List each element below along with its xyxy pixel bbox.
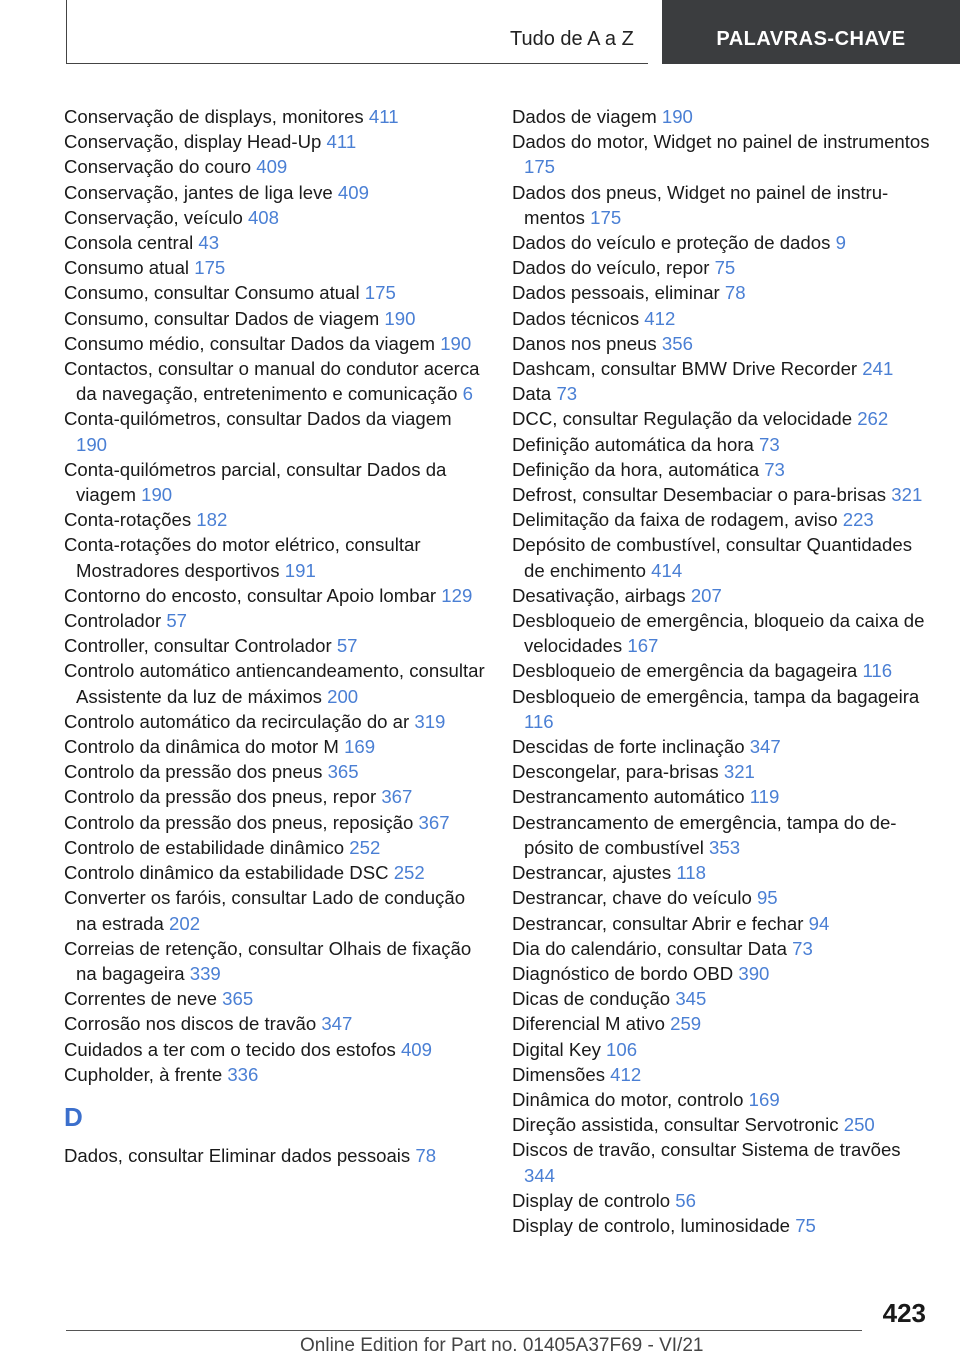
index-entry-page-link[interactable]: 94: [808, 912, 830, 934]
index-entry: [512, 280, 932, 305]
index-entry-term: Controlo automático da recirculação do ar: [64, 710, 415, 732]
header-bottom-rule: [66, 63, 648, 64]
index-entry-term: Contactos, consultar o manual do condutor acerca da navegação, entretenimento e comunicação: [64, 358, 480, 405]
index-entry-page-link[interactable]: 75: [795, 1214, 816, 1236]
index-entry-page-link[interactable]: 175: [524, 156, 556, 178]
index-entry-term: Conta-quilómetros, consultar Dados da viagem: [64, 408, 452, 430]
index-entry-page-link[interactable]: 118: [676, 862, 706, 884]
index-entry: [64, 457, 486, 507]
index-entry: [512, 810, 932, 860]
index-entry-term: Conta-quilómetros parcial, consultar Dados da viagem: [64, 458, 447, 506]
index-entry-page-link[interactable]: 56: [675, 1189, 696, 1211]
index-entry: [64, 255, 486, 280]
index-entry: [64, 936, 486, 986]
index-entry-term: Conservação, display Head-Up: [64, 131, 327, 153]
index-entry-term: Discos de travão, consultar Sistema de travões: [512, 1139, 901, 1161]
index-entry: [512, 1037, 932, 1062]
index-entry: [64, 759, 486, 784]
index-entry-page-link[interactable]: 319: [414, 710, 446, 732]
index-entry-term: Dados, consultar Eliminar dados pessoais: [64, 1144, 416, 1166]
index-entry-term: Desbloqueio de emergência, bloqueio da caixa de velocidades: [512, 610, 925, 657]
index-entry-term: Data: [512, 383, 557, 405]
index-entry-term: Correntes de neve: [64, 988, 223, 1010]
index-entry-page-link[interactable]: 78: [415, 1144, 437, 1166]
index-entry-page-link[interactable]: 175: [194, 257, 226, 279]
index-entry-term: Controlador: [64, 610, 167, 632]
index-entry-page-link[interactable]: 202: [169, 912, 201, 934]
index-entry: [64, 406, 486, 456]
index-entry-term: Corrosão nos discos de travão: [64, 1013, 322, 1035]
index-entry-page-link[interactable]: 250: [843, 1114, 875, 1136]
index-entry: [512, 961, 932, 986]
index-entry-page-link[interactable]: 106: [606, 1038, 638, 1060]
index-entry: [512, 986, 932, 1011]
index-entry-term: Conservação do couro: [64, 156, 257, 178]
index-entry-term: Destrancamento automático: [512, 786, 750, 808]
index-entry-term: Dados dos pneus, Widget no painel de instrumentos: [512, 181, 889, 228]
index-entry: [512, 432, 932, 457]
index-entry-page-link[interactable]: 95: [756, 887, 778, 909]
index-entry: [64, 810, 486, 835]
index-entry-page-link[interactable]: 73: [792, 937, 813, 959]
index-entry-term: Display de controlo: [512, 1189, 676, 1211]
index-entry: [64, 104, 486, 129]
index-entry: [512, 1087, 932, 1112]
index-entry-term: Conta-rotações: [64, 509, 197, 531]
index-entry-page-link[interactable]: 367: [381, 786, 413, 808]
index-entry: [512, 1062, 932, 1087]
index-entry-term: Conservação de displays, monitores: [64, 106, 369, 127]
index-entry-page-link[interactable]: 321: [891, 484, 923, 506]
index-entry-page-link[interactable]: 241: [862, 358, 894, 380]
index-entry-page-link[interactable]: 116: [524, 710, 554, 732]
index-entry-term: Controlo da pressão dos pneus, reposição: [64, 811, 419, 833]
index-entry: [512, 381, 932, 406]
index-entry-page-link[interactable]: 347: [321, 1013, 353, 1035]
index-entry-term: Controlo automático antiencandeamento, consultar Assistente da luz de máximos: [64, 660, 485, 707]
index-entry-term: Depósito de combustível, consultar Quantidades de enchimento: [512, 534, 912, 581]
index-entry-page-link[interactable]: 73: [764, 458, 785, 480]
index-entry-page-link[interactable]: 412: [644, 307, 676, 329]
index-entry-page-link[interactable]: 175: [364, 282, 396, 304]
index-entry-term: Dinâmica do motor, controlo: [512, 1088, 749, 1110]
index-entry-term: Defrost, consultar Desembaciar o para-brisas: [512, 484, 892, 506]
index-entry: [64, 154, 486, 179]
index-entry-term: Consumo, consultar Dados de viagem: [64, 307, 385, 329]
index-entry-term: Dados do motor, Widget no painel de instrumentos: [512, 131, 930, 153]
index-entry-term: Dados de viagem: [512, 106, 662, 127]
index-entry-term: Controller, consultar Controlador: [64, 635, 337, 657]
index-entry-term: Converter os faróis, consultar Lado de condução na estrada: [64, 887, 466, 934]
index-entry-page-link[interactable]: 191: [284, 559, 316, 581]
index-entry-page-link[interactable]: 190: [76, 433, 108, 455]
index-list-right: [512, 104, 932, 1238]
index-entry-term: Desbloqueio de emergência, tampa da bagageira: [512, 685, 920, 707]
index-entry-term: Direção assistida, consultar Servotronic: [512, 1114, 844, 1136]
index-entry-term: Controlo de estabilidade dinâmico: [64, 836, 350, 858]
index-entry-term: Dados do veículo, repor: [512, 257, 715, 279]
index-list-left-after-heading: [64, 1143, 486, 1168]
index-entry-page-link[interactable]: 365: [222, 988, 254, 1010]
index-entry: [512, 306, 932, 331]
index-entry-page-link[interactable]: 321: [723, 761, 755, 783]
index-entry-term: Dashcam, consultar BMW Drive Recorder: [512, 358, 863, 380]
page-number: 423: [882, 1298, 926, 1328]
header-section-title: Tudo de A a Z: [510, 28, 634, 50]
index-entry-page-link[interactable]: 119: [749, 786, 780, 808]
index-entry-term: Delimitação da faixa de rodagem, aviso: [512, 509, 843, 531]
index-entry-page-link[interactable]: 190: [141, 484, 173, 506]
index-entry: [64, 734, 486, 759]
index-entry-page-link[interactable]: 365: [327, 761, 359, 783]
index-entry: [512, 482, 932, 507]
index-entry: [64, 331, 486, 356]
index-entry-term: Controlo da dinâmica do motor M: [64, 736, 345, 758]
index-entry-term: Dados técnicos: [512, 307, 645, 329]
index-entry: [64, 608, 486, 633]
index-entry: [64, 860, 486, 885]
index-entry-page-link[interactable]: 409: [400, 1038, 432, 1060]
index-entry: [512, 255, 932, 280]
index-entry: [512, 104, 932, 129]
index-entry-term: Conta-rotações do motor elétrico, consultar Mostradores desportivos: [64, 534, 421, 581]
index-entry-page-link[interactable]: 408: [247, 206, 279, 228]
index-entry: [512, 583, 932, 608]
index-entry-page-link[interactable]: 414: [651, 559, 683, 581]
index-entry: [64, 633, 486, 658]
index-entry: [512, 230, 932, 255]
index-entry: [64, 1143, 486, 1168]
index-entry: [64, 784, 486, 809]
index-entry: [512, 911, 932, 936]
index-entry-term: Danos nos pneus: [512, 332, 662, 354]
index-entry: [512, 1213, 932, 1238]
index-entry-page-link[interactable]: 9: [835, 232, 846, 254]
index-entry: [64, 180, 486, 205]
index-entry: [512, 507, 932, 532]
index-entry: [512, 658, 932, 683]
index-entry: [512, 608, 932, 658]
index-entry: [512, 784, 932, 809]
index-entry-page-link[interactable]: 167: [627, 635, 659, 657]
index-entry-page-link[interactable]: 345: [675, 988, 707, 1010]
index-entry-term: Desativação, airbags: [512, 584, 691, 606]
index-entry-page-link[interactable]: 73: [759, 433, 780, 455]
index-entry-term: Controlo da pressão dos pneus, repor: [64, 786, 382, 808]
index-entry-term: Consola central: [64, 232, 199, 254]
index-entry: [64, 507, 486, 532]
index-entry-page-link[interactable]: 75: [714, 257, 736, 279]
index-entry-term: Cupholder, à frente: [64, 1063, 228, 1085]
index-entry-page-link[interactable]: 78: [724, 282, 746, 304]
index-entry: [512, 759, 932, 784]
index-entry-term: Controlo da pressão dos pneus: [64, 761, 328, 783]
index-entry-term: Cuidados a ter com o tecido dos estofos: [64, 1038, 401, 1060]
index-entry: [64, 1037, 486, 1062]
index-entry: [512, 406, 932, 431]
index-entry-page-link[interactable]: 411: [368, 106, 399, 127]
index-entry-term: Definição da hora, automática: [512, 458, 765, 480]
index-entry-term: Correias de retenção, consultar Olhais de fixação na bagageira: [64, 937, 472, 984]
footer-edition: Online Edition for Part no. 01405A37F69 - VI/21: [300, 1335, 704, 1356]
index-entry-page-link[interactable]: 223: [842, 509, 874, 531]
index-entry: [512, 532, 932, 582]
index-entry: [64, 885, 486, 935]
index-entry-page-link[interactable]: 339: [189, 962, 221, 984]
index-entry: [64, 1062, 486, 1087]
index-entry-page-link[interactable]: 200: [327, 685, 359, 707]
index-entry: [512, 936, 932, 961]
index-entry: [64, 986, 486, 1011]
index-entry: [64, 280, 486, 305]
index-entry-page-link[interactable]: 353: [709, 836, 741, 858]
index-entry-page-link[interactable]: 356: [661, 332, 693, 354]
index-entry: [512, 331, 932, 356]
index-entry-page-link[interactable]: 259: [670, 1013, 702, 1035]
index-entry-page-link[interactable]: 116: [862, 660, 893, 682]
index-entry-page-link[interactable]: 344: [524, 1164, 556, 1186]
index-entry: [512, 129, 932, 179]
index-entry-term: Destrancar, consultar Abrir e fechar: [512, 912, 809, 934]
index-entry: [64, 1011, 486, 1036]
index-entry-term: Contorno do encosto, consultar Apoio lombar: [64, 584, 442, 606]
index-entry-term: Controlo dinâmico da estabilidade DSC: [64, 862, 394, 884]
index-entry-term: Dia do calendário, consultar Data: [512, 937, 793, 959]
index-entry-term: Definição automática da hora: [512, 433, 760, 455]
index-entry: [512, 356, 932, 381]
index-entry-page-link[interactable]: 73: [556, 383, 578, 405]
index-entry-page-link[interactable]: 169: [748, 1088, 780, 1110]
index-entry: [64, 129, 486, 154]
index-list-left: [64, 104, 486, 1087]
index-entry-term: Desbloqueio de emergência da bagageira: [512, 660, 863, 682]
index-entry: [64, 709, 486, 734]
index-entry-term: Dicas de condução: [512, 988, 676, 1010]
index-entry-page-link[interactable]: 57: [166, 610, 188, 632]
index-entry: [512, 457, 932, 482]
index-entry: [64, 583, 486, 608]
index-entry-page-link[interactable]: 252: [393, 862, 425, 884]
index-entry-term: Descongelar, para-brisas: [512, 761, 724, 783]
index-entry: [512, 1112, 932, 1137]
index-entry-page-link[interactable]: 57: [336, 635, 358, 657]
index-entry-page-link[interactable]: 409: [256, 156, 288, 178]
index-entry: [64, 658, 486, 708]
index-entry: [64, 356, 486, 406]
index-entry-term: Destrancar, chave do veículo: [512, 887, 757, 909]
index-column-right: [512, 104, 932, 1238]
index-entry-page-link[interactable]: 367: [418, 811, 450, 833]
index-entry: [512, 1188, 932, 1213]
index-entry-term: Dados pessoais, eliminar: [512, 282, 725, 304]
index-entry-page-link[interactable]: 129: [441, 584, 473, 606]
index-entry-term: Dados do veículo e proteção de dados: [512, 232, 836, 254]
index-entry-page-link[interactable]: 390: [738, 962, 770, 984]
index-entry-term: Conservação, veículo: [64, 206, 248, 228]
index-entry-page-link[interactable]: 169: [344, 736, 376, 758]
index-entry-page-link[interactable]: 347: [749, 736, 781, 758]
index-entry: [64, 230, 486, 255]
index-entry-page-link[interactable]: 190: [661, 106, 693, 127]
index-entry: [64, 532, 486, 582]
index-entry-term: Dimensões: [512, 1063, 611, 1085]
index-entry: [64, 205, 486, 230]
index-entry: [512, 885, 932, 910]
index-entry-page-link[interactable]: 409: [337, 181, 369, 203]
index-entry-term: Diagnóstico de bordo OBD: [512, 962, 739, 984]
footer-rule: [66, 1330, 862, 1331]
index-entry: [512, 180, 932, 230]
index-entry-page-link[interactable]: 412: [610, 1063, 642, 1085]
index-entry-page-link[interactable]: 190: [440, 332, 472, 354]
index-entry-page-link[interactable]: 175: [590, 206, 622, 228]
index-entry-term: Destrancar, ajustes: [512, 862, 677, 884]
index-entry-term: Display de controlo, luminosidade: [512, 1214, 796, 1236]
index-entry-term: Diferencial M ativo: [512, 1013, 671, 1035]
index-entry: [512, 1137, 932, 1187]
index-entry-term: Descidas de forte inclinação: [512, 736, 750, 758]
index-entry-page-link[interactable]: 43: [198, 232, 220, 254]
index-entry: [512, 684, 932, 734]
index-entry: [512, 860, 932, 885]
index-column-left: [64, 104, 486, 1168]
index-entry-page-link[interactable]: 411: [326, 131, 357, 153]
header-chapter-tab: PALAVRAS-CHAVE: [662, 0, 960, 64]
index-entry-page-link[interactable]: 336: [227, 1063, 259, 1085]
index-entry-term: Destrancamento de emergência, tampa do depósito de combustível: [512, 811, 897, 858]
index-entry-page-link[interactable]: 252: [349, 836, 381, 858]
index-entry-page-link[interactable]: 6: [462, 383, 473, 405]
index-entry-page-link[interactable]: 207: [690, 584, 722, 606]
index-entry-page-link[interactable]: 182: [196, 509, 228, 531]
index-entry: [64, 306, 486, 331]
index-entry: [512, 734, 932, 759]
index-entry-page-link[interactable]: 262: [857, 408, 889, 430]
index-entry-term: Digital Key: [512, 1038, 607, 1060]
index-entry-term: Consumo médio, consultar Dados da viagem: [64, 332, 441, 354]
index-entry-term: Conservação, jantes de liga leve: [64, 181, 338, 203]
index-entry-term: DCC, consultar Regulação da velocidade: [512, 408, 858, 430]
index-entry-page-link[interactable]: 190: [384, 307, 416, 329]
index-entry-term: Consumo atual: [64, 257, 195, 279]
index-entry: [512, 1011, 932, 1036]
header-left-rule: [66, 0, 67, 64]
index-entry: [64, 835, 486, 860]
index-letter-heading: D: [64, 1101, 83, 1132]
index-entry-term: Consumo, consultar Consumo atual: [64, 282, 365, 304]
